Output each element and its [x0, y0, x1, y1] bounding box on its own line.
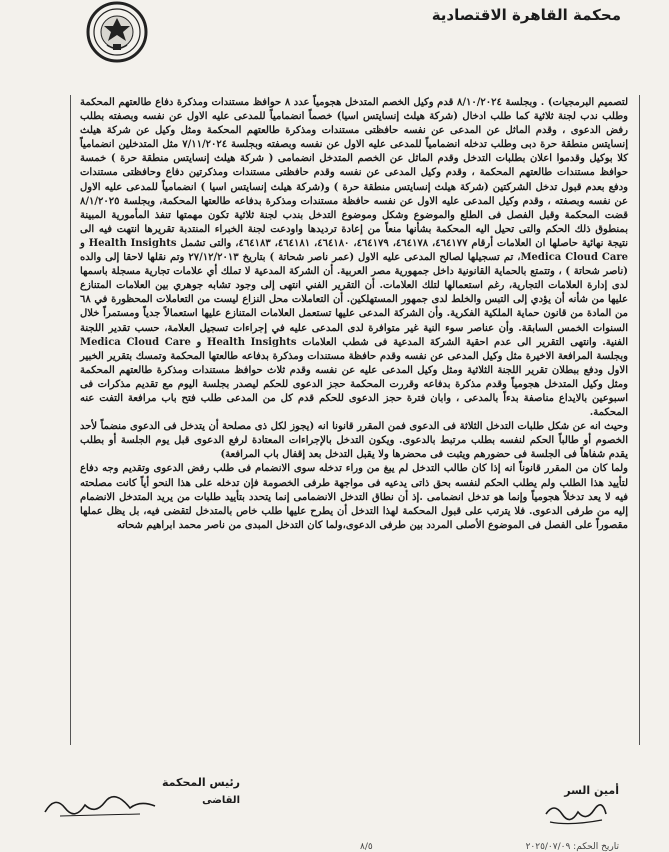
secretary-signature — [540, 800, 610, 828]
body-paragraph-1: لتصميم البرمجيات) . وبجلسة ٨/١٠/٢٠٢٤ قدم وكيل الخصم المتدخل هجومياً عدد ٨ حوافظ مستندات ومذكرة دفاع طالعتهم المحكمة وطلب ندب لجنة ثلاثية كما طلب ادخال (شركة هيلث إنسايتس اسيا) خصماً انضمامياً للمدعى عليه الاول عن نفسه وبصفته بطلب رفض الدعوى ، وقدم الماثل عن المدعى عن نفسه حافظتى مستندات ومذكرة طالعتهم المحكمة ومثل وكيل عن شركة هيلث إنسايتس منطقة حرة دبى وطلب تدخله انضمامياً للمدعى عليه الاول عن نفسه وبصفته وبجلسة ٧/١١/٢٠٢٤ مثل المتدخلين انضمامياً كلا بوكيل وقدموا اعلان بطلبات التدخل وقدم الماثل عن الخصم المتدخل انضمامى ( شركة هيلث إنسايتس منطقة حرة ) خمسة حوافظ مستندات طالعتهم المحكمة ، وقدم وكيل المدعى عن نفسه وقدم حافظتى مستندات ومذكرتين دفاع وحافظتى مستندات ودفع بعدم قبول تدخل الشركتين (شركة هيلث إنسايتس منطقة حرة ) و(شركة هيلث إنسايتس اسيا ) انضمامياً للمدعى عليه الاول عن نفسه وبصفته ، وقدم وكيل المدعى عليه الاول عن نفسه حافظة مستندات ومذكرة بدفاعه طالعتها المحكمة، وبجلسة ٨/١/٢٠٢٥ قضت المحكمة وقبل الفصل فى الطلع والموضوع وشكل وموضوع التدخل بندب لجنة ثلاثية تكون مهمتها تنفذ المأمورية المبينة بمنطوق ذلك الحكم والتى تحيل اليه المحكمة بشأنها منعاً من إعادة ترديدها واودعت لجنة الخبراء المنتدبة تقريرها انتهت فيه الى نتيجة نهائية حاصلها ان العلامات أرقام ٤٦٤١٧٧، ٤٦٤١٧٨، ٤٦٤١٧٩، ٤٦٤١٨٠، ٤٦٤١٨١، ٤٦٤١٨٣، والتى تشمل Health Insights و Medica Cloud Care، تم تسجيلها لصالح المدعى عليه الاول (عمر ناصر شحاتة ) بتاريخ ٢٧/١٢/٢٠١٣ وتم نقلها لاحقا إلى والده (ناصر شحاتة ) ، وتتمتع بالحماية القانونية داخل جمهورية مصر العربية. أن الشركة المدعية لا تملك أي علامات تجارية مسجلة باسمها لدى إدارة العلامات التجارية، رغم استعمالها لتلك العلامات. أن التقرير الفني انتهى إلى وجود تشابه جوهري بين العلامات المتنازع عليها من شأنه أن يؤدي إلى التبس والخلط لدى جمهور المستهلكين. أن التعاملات محل النزاع ليست من التعاملات المحظورة في ٦٨ من المادة من قانون حماية الملكية الفكرية. وأن الشركة المدعى عليها تستعمل العلامات المتنازع عليها استعمالاً جدياً ومستمراً خلال السنوات الخمس السابقة. وأن عناصر سوء النية غير متوافرة لدى المدعى عليه في إجراءات تسجيل العلامة، حسب تقدير اللجنة الفنية. وانتهى التقرير الى عدم احقية الشركة المدعية فى شطب العلامات Health Insights و Medica Cloud Care وبجلسة المرافعة الاخيرة مثل وكيل المدعى عن نفسه وقدم حافظة مستندات ومذكرة بدفاعه طالعتها المحكمة وتمسك بتقرير الخبير الاول ودفع ببطلان تقرير اللجنة الثلاثية ومثل وكيل المدعى عليه عن نفسه وقدم ثلاث حوافظ مستندات ومذكرة طالعتهم المحكمة ومثل وكيل المتدخل هجومياً وقدم مذكرة بدفاعه وقررت المحكمة حجز الدعوى للحكم ليصدر بجلسة اليوم مع تقديم مذكرات فى اسبوعين بالايداع مناصفة بدءاً بالمدعى ، وابان فترة حجز الدعوى للحكم قدم كل من المدعى طلب فتح باب مرافعة التفت عنه المحكمة. — [80, 97, 629, 419]
court-seal — [80, 0, 154, 64]
court-name: محكمة القاهرة الاقتصادية — [431, 6, 621, 24]
secretary-title: أمين السر — [564, 784, 619, 797]
page-number: ٨/٥ — [360, 842, 373, 852]
body-paragraph-3: ولما كان من المقرر قانوناً انه إذا كان طالب التدخل لم يبغ من وراء تدخله سوى الانضمام فى طلب رفض الدعوى وتقديم وجه دفاع لتأييد هذا الطلب ولم يطلب الحكم لنفسه بحق ذاتى يدعيه فى مواجهة طرفى الخصومة فإن تدخله على هذا النحو أياً كانت مصلحته فيه لا يعد تدخلاً هجومياً وإنما هو تدخل انضمامى .إذ أن نطاق التدخل الانضمامى إنما يتحدد بتأييد طلبات من يريد المتدخل الانضمام إليه من طرفى الدعوى. فلا يترتب على قبول المحكمة لهذا التدخل أن يطرح عليها طلب خاص بالمتدخل لتقضى فيه، بل يظل عملها مقصوراً على الفصل فى الموضوع الأصلى المردد بين طرفى الدعوى،ولما كان التدخل المبدى من ناصر محمد ابراهيم شحاته — [80, 463, 628, 531]
judgment-body — [80, 96, 628, 533]
footer — [0, 842, 669, 852]
court-president-title: رئيس المحكمة — [162, 776, 240, 789]
judge-label: القاضى — [202, 795, 240, 806]
secretary-signature-block — [499, 784, 619, 797]
judgment-date: تاريخ الحكم: ٢٠٢٥/٠٧/٠٩ — [525, 842, 619, 852]
judge-signature — [40, 790, 160, 820]
body-paragraph-2: وحيث انه عن شكل طلبات التدخل الثلاثة فى الدعوى فمن المقرر قانونا انه (يجوز لكل ذى مصلحة أن يتدخل فى الدعوى منضماً لأحد الخصوم أو طالباً الحكم لنفسه بطلب مرتبط بالدعوى. ويكون التدخل بالإجراءات المعتادة لرفع الدعوى قبل يوم الجلسة أو بطلب يقدم شفاهاً فى الجلسة فى حضورهم ويثبت فى محضرها ولا يقبل التدخل بعد إقفال باب المرافعة) — [80, 421, 628, 461]
